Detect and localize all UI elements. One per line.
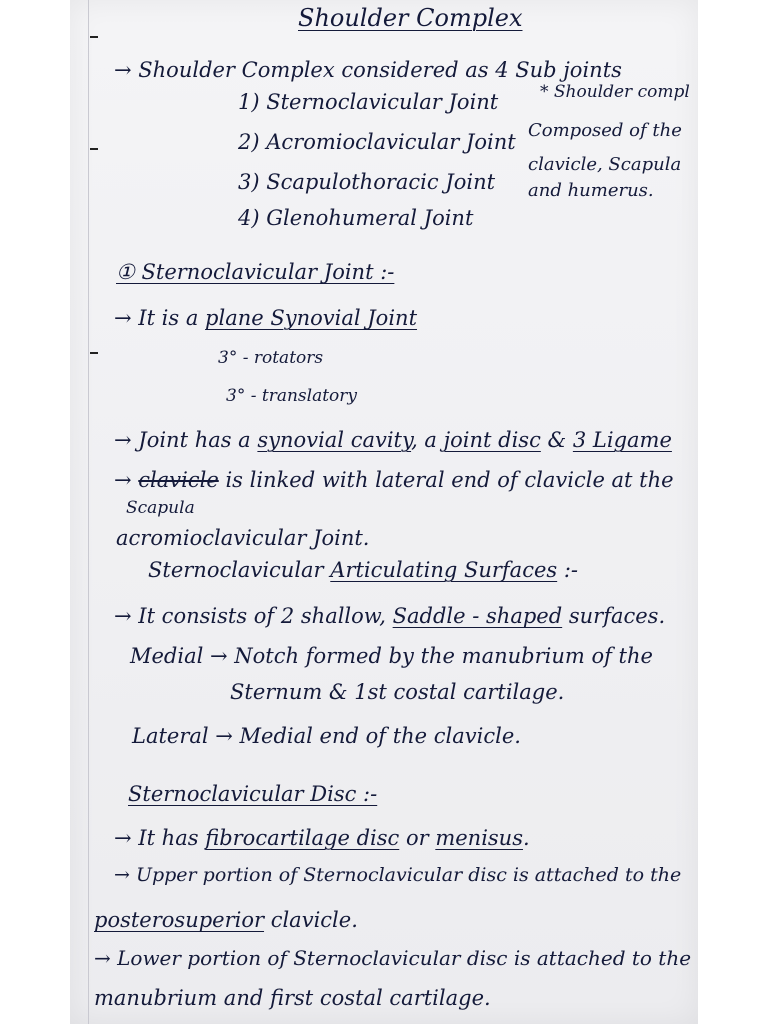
rotators-line: 3° - rotators	[218, 348, 324, 368]
acromioclavicular-line: acromioclavicular Joint.	[116, 526, 370, 550]
manubrium-line: manubrium and first costal cartilage.	[94, 986, 491, 1010]
fibrocartilage-term: fibrocartilage disc	[205, 826, 400, 850]
line-rest: surfaces.	[562, 604, 666, 628]
margin-tick	[90, 148, 98, 150]
section-heading-surfaces	[148, 560, 578, 581]
subjoint-item: 4) Glenohumeral Joint	[238, 206, 474, 230]
page-title: Shoulder Complex	[298, 4, 523, 32]
heading-underlined: Articulating Surfaces	[330, 558, 558, 582]
line-prefix: → It is a	[114, 306, 206, 330]
upper-portion-line: → Upper portion of Sternoclavicular disc is attached to the	[114, 864, 682, 886]
line-prefix: →	[114, 468, 139, 492]
translatory-line: 3° - translatory	[226, 386, 358, 406]
posterosuperior-line	[94, 910, 358, 931]
joint-has-line	[114, 430, 672, 451]
medial-line: Medial → Notch formed by the manubrium of the	[130, 644, 653, 668]
line-rest: clavicle.	[264, 908, 358, 932]
section-heading-disc: Sternoclavicular Disc :-	[128, 782, 378, 806]
separator: &	[540, 428, 573, 452]
joint-disc-term: joint disc	[443, 428, 541, 452]
subjoint-item: 3) Scapulothoracic Joint	[238, 170, 496, 194]
line-end: .	[523, 826, 530, 850]
struck-word: clavicle	[138, 468, 219, 492]
fibrocartilage-line	[114, 828, 530, 849]
separator: or	[399, 826, 436, 850]
scapula-insert: Scapula	[126, 498, 195, 518]
line-prefix: → Joint has a	[114, 428, 258, 452]
intro-line: → Shoulder Complex considered as 4 Sub joints	[114, 58, 622, 82]
margin-tick	[90, 352, 98, 354]
clavicle-linked-line	[114, 470, 674, 491]
section-heading-sternoclavicular: ① Sternoclavicular Joint :-	[116, 260, 395, 284]
separator: , a	[411, 428, 444, 452]
subjoint-item: 1) Sternoclavicular Joint	[238, 90, 499, 114]
plane-synovial-term: plane Synovial Joint	[205, 306, 418, 330]
posterosuperior-term: posterosuperior	[94, 908, 265, 932]
ligament-term: 3 Ligame	[572, 428, 672, 452]
lateral-line: Lateral → Medial end of the clavicle.	[132, 724, 521, 748]
line-rest: is linked with lateral end of clavicle at the	[218, 468, 674, 492]
side-note-line: clavicle, Scapula	[528, 154, 682, 175]
heading-part: Sternoclavicular	[148, 558, 331, 582]
plane-joint-line	[114, 308, 417, 329]
line-prefix: → It has	[114, 826, 206, 850]
medial-line-continued: Sternum & 1st costal cartilage.	[230, 680, 565, 704]
side-note-line: * Shoulder compl	[540, 82, 690, 102]
consists-line	[114, 606, 665, 627]
menisus-term: menisus	[435, 826, 523, 850]
subjoint-item: 2) Acromioclavicular Joint	[238, 130, 516, 154]
synovial-cavity-term: synovial cavity	[257, 428, 412, 452]
heading-part: :-	[557, 558, 579, 582]
line-prefix: → It consists of 2 shallow,	[114, 604, 393, 628]
notebook-page	[70, 0, 698, 1024]
lower-portion-line: → Lower portion of Sternoclavicular disc is attached to the	[94, 946, 692, 970]
margin-tick	[90, 36, 98, 38]
side-note-line: and humerus.	[528, 180, 654, 201]
saddle-shaped-term: Saddle - shaped	[392, 604, 563, 628]
side-note-line: Composed of the	[528, 120, 682, 141]
